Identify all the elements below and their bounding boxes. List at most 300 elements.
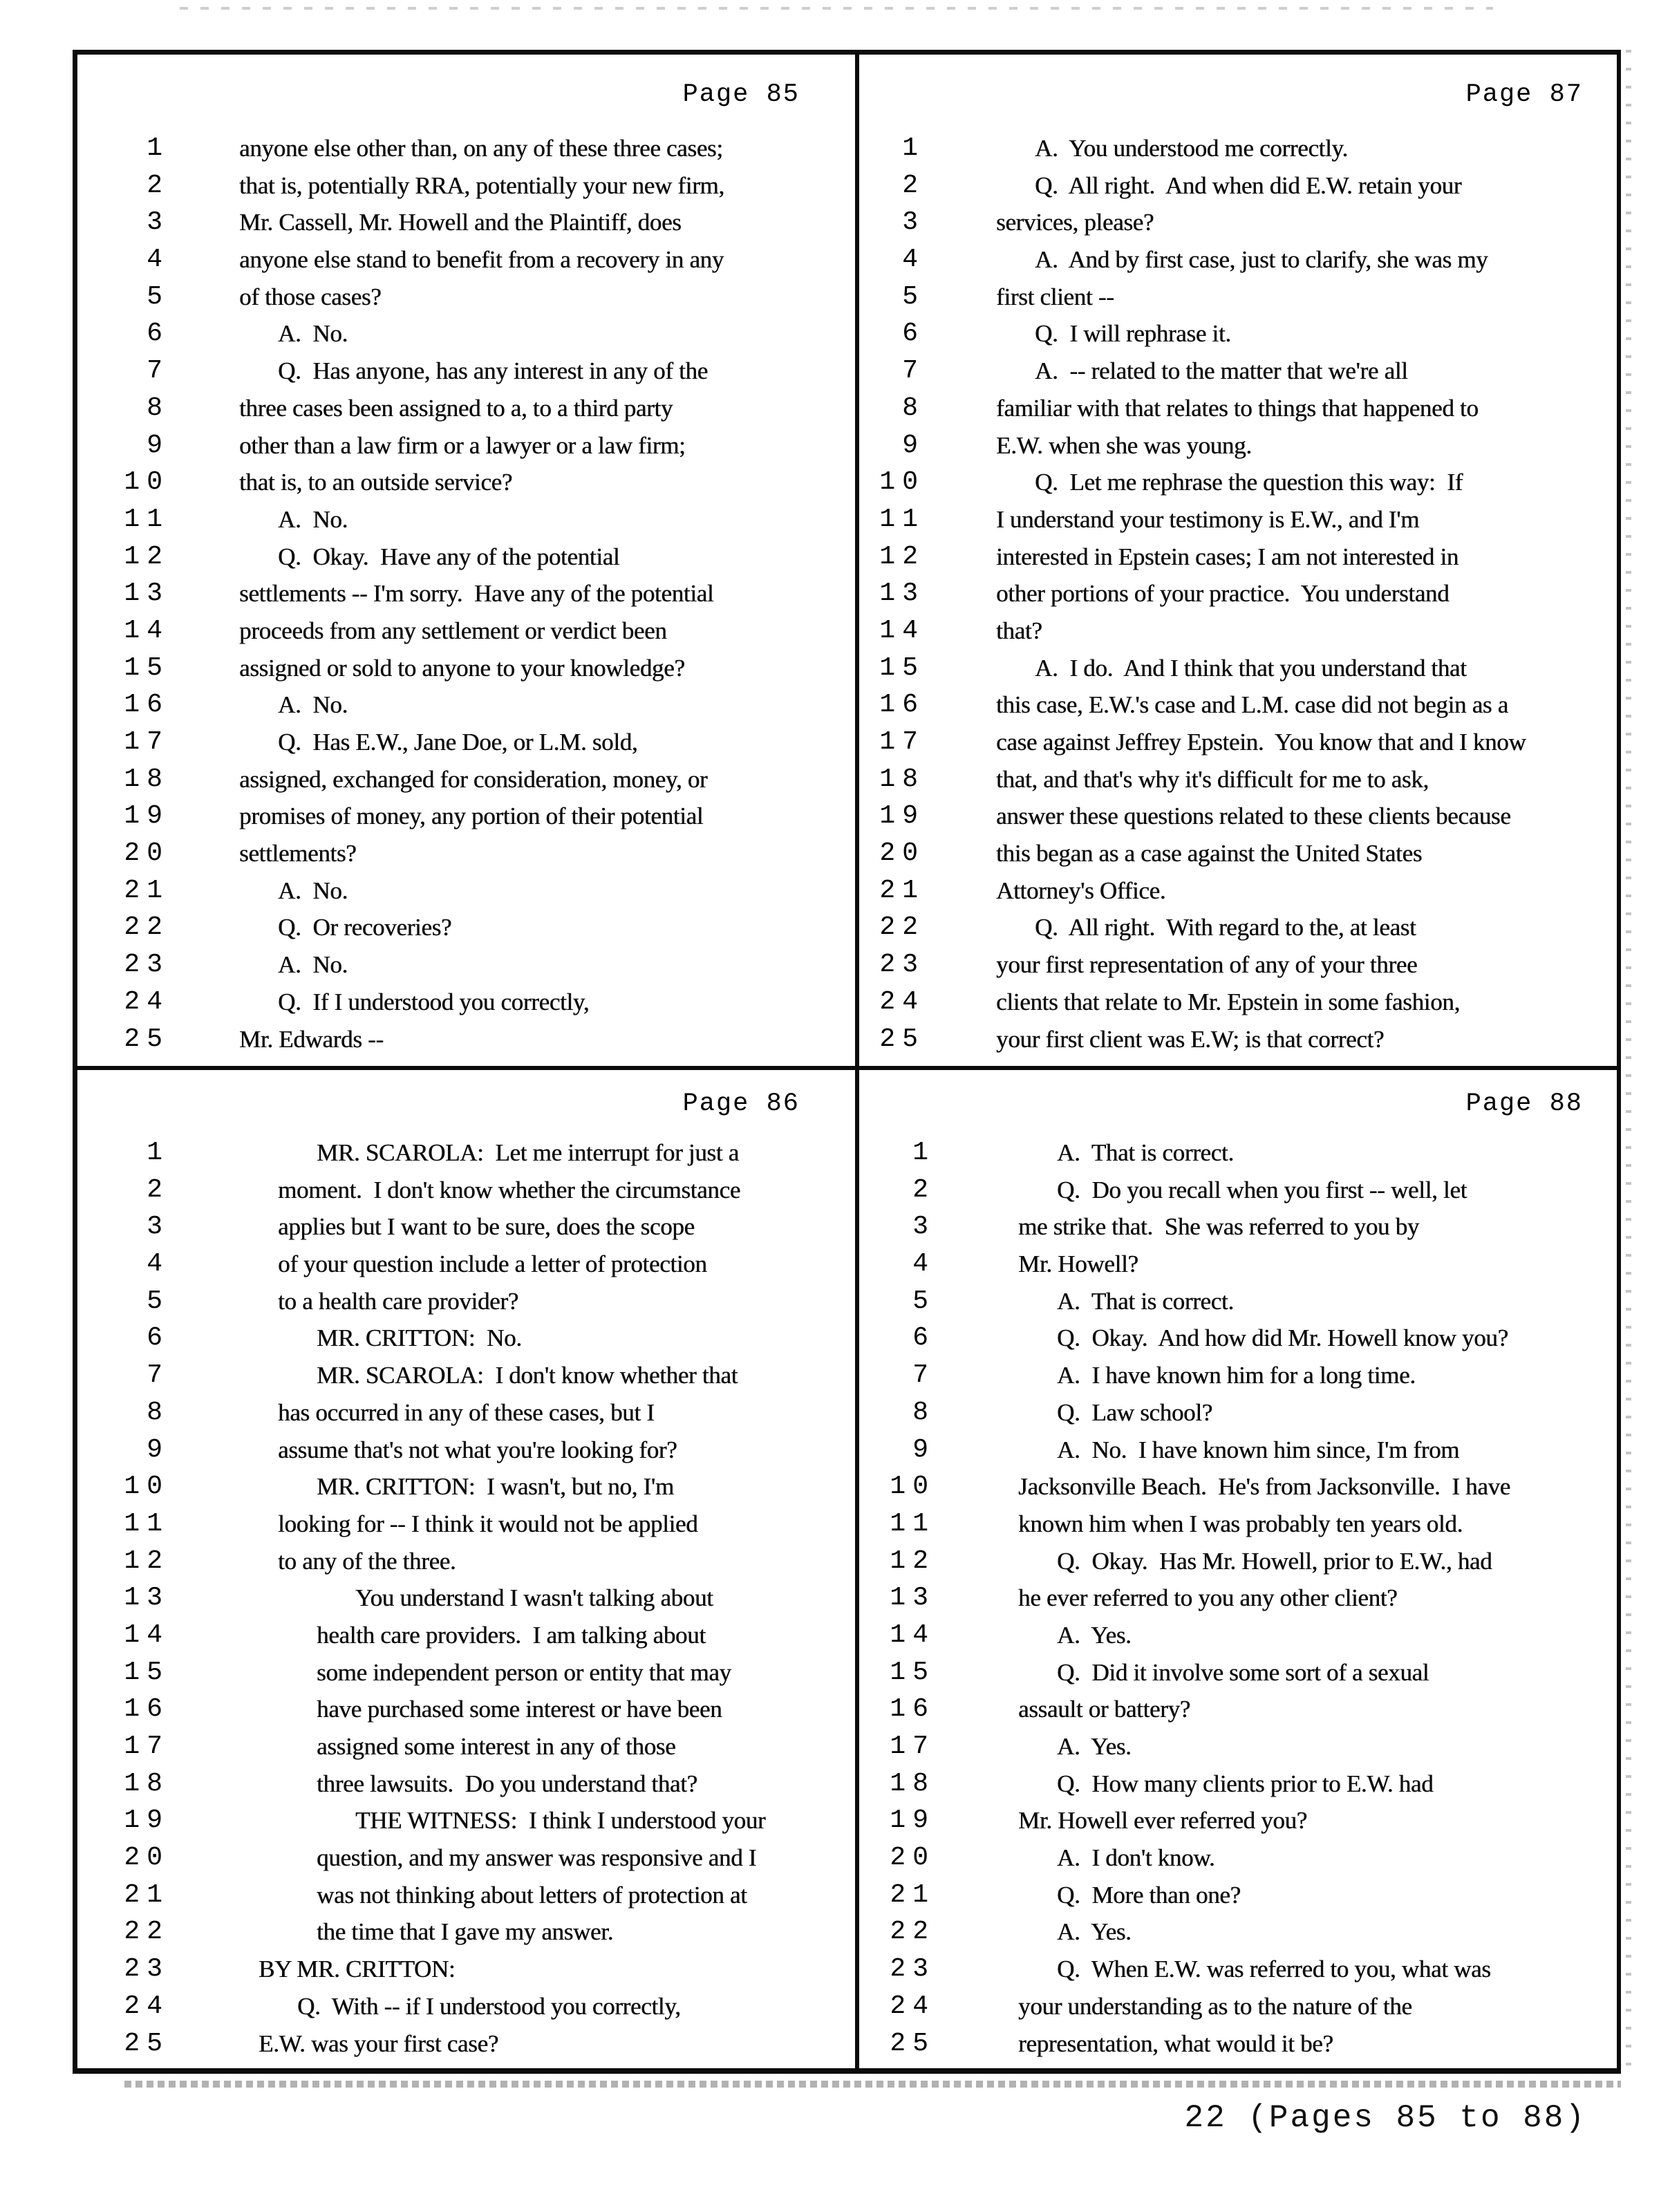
line-number: 19 (890, 1806, 935, 1836)
line-text: Q. Did it involve some sort of a sexual (1057, 1658, 1429, 1686)
transcript-line (73, 1506, 855, 1543)
line-number: 13 (879, 579, 925, 609)
line-number: 16 (890, 1694, 935, 1725)
line-text: the time that I gave my answer. (317, 1918, 614, 1946)
page-number-header: Page 86 (682, 1089, 800, 1118)
line-number: 25 (124, 1024, 169, 1054)
line-text: A. No. (278, 951, 348, 979)
transcript-line (859, 1913, 1621, 1951)
line-text: MR. SCAROLA: Let me interrupt for just a (317, 1139, 739, 1166)
line-number: 15 (124, 653, 169, 683)
line-text: looking for -- I think it would not be applied (278, 1510, 698, 1537)
line-number: 15 (890, 1657, 935, 1687)
line-text: MR. CRITTON: No. (317, 1324, 522, 1352)
transcript-line (73, 1543, 855, 1580)
line-text: promises of money, any portion of their potential (239, 803, 704, 830)
line-number: 1 (902, 133, 925, 163)
line-text: THE WITNESS: I think I understood your (355, 1807, 766, 1835)
line-number: 22 (124, 912, 169, 943)
transcript-line (73, 946, 855, 984)
transcript-line (859, 1839, 1621, 1877)
line-text: Q. All right. And when did E.W. retain your (1035, 171, 1462, 199)
line-text: Q. Or recoveries? (278, 914, 452, 941)
line-number: 13 (890, 1583, 935, 1613)
line-text: A. You understood me correctly. (1035, 135, 1348, 162)
transcript-line (73, 761, 855, 798)
line-number: 13 (124, 1583, 169, 1613)
transcript-line (73, 724, 855, 761)
transcript-line (859, 1988, 1621, 2025)
line-number: 21 (890, 1880, 935, 1910)
line-number: 16 (879, 690, 925, 720)
line-number: 14 (124, 1620, 169, 1650)
line-number: 23 (890, 1954, 935, 1985)
line-text: A. No. (278, 877, 348, 904)
line-number: 20 (879, 838, 925, 869)
transcript-line (859, 2025, 1621, 2063)
line-text: A. No. (278, 691, 348, 719)
line-text: assigned some interest in any of those (317, 1733, 676, 1760)
transcript-line (73, 1357, 855, 1394)
transcript-line (859, 464, 1621, 501)
line-text: known him when I was probably ten years old. (1018, 1510, 1463, 1537)
line-number: 9 (912, 1434, 935, 1465)
line-number: 2 (902, 170, 925, 200)
transcript-line (73, 1134, 855, 1172)
line-text: Q. Okay. Has Mr. Howell, prior to E.W., had (1057, 1547, 1492, 1575)
line-number: 15 (879, 653, 925, 683)
line-number: 3 (147, 207, 169, 238)
transcript-page-86 (73, 1070, 855, 2074)
line-text: was not thinking about letters of protection at (317, 1881, 747, 1909)
line-number: 14 (890, 1620, 935, 1650)
transcript-line (73, 390, 855, 427)
transcript-line (73, 1394, 855, 1432)
transcript-line (859, 279, 1621, 316)
transcript-line (73, 1468, 855, 1506)
line-text: A. And by first case, just to clarify, she was my (1035, 246, 1488, 274)
transcript-line (859, 241, 1621, 279)
transcript-line (859, 1246, 1621, 1283)
transcript-line (73, 2025, 855, 2063)
transcript-line (73, 1951, 855, 1988)
transcript-line (73, 872, 855, 910)
scan-noise-bottom (124, 2081, 1621, 2088)
line-text: assigned or sold to anyone to your knowledge? (239, 654, 685, 682)
line-number: 4 (912, 1249, 935, 1280)
line-text: answer these questions related to these clients because (996, 803, 1511, 830)
line-number: 19 (124, 1806, 169, 1836)
transcript-line (73, 204, 855, 241)
line-text: A. Yes. (1057, 1733, 1132, 1760)
transcript-line (73, 1839, 855, 1877)
line-number: 8 (147, 1397, 169, 1427)
line-text: Q. More than one? (1057, 1881, 1241, 1909)
transcript-line (859, 1432, 1621, 1469)
transcript-line (859, 427, 1621, 465)
line-number: 10 (879, 467, 925, 498)
transcript-line (73, 1283, 855, 1320)
line-text: question, and my answer was responsive and I (317, 1844, 757, 1872)
line-text: Mr. Howell? (1018, 1250, 1138, 1278)
line-text: that? (996, 617, 1042, 644)
transcript-line (859, 798, 1621, 835)
line-number: 3 (912, 1212, 935, 1242)
line-number: 12 (124, 1546, 169, 1576)
transcript-line (859, 1283, 1621, 1320)
line-text: other than a law firm or a lawyer or a law firm; (239, 431, 686, 459)
line-text: A. That is correct. (1057, 1139, 1234, 1166)
line-number: 16 (124, 1694, 169, 1725)
line-number: 24 (124, 1991, 169, 2021)
transcript-line (859, 761, 1621, 798)
line-number: 25 (879, 1024, 925, 1054)
line-text: anyone else other than, on any of these three cases; (239, 135, 723, 162)
line-text: A. I have known him for a long time. (1057, 1362, 1416, 1389)
transcript-line (73, 538, 855, 576)
line-number: 13 (124, 579, 169, 609)
line-number: 1 (147, 133, 169, 163)
scan-noise-right-edge (1626, 50, 1631, 2074)
line-text: this case, E.W.'s case and L.M. case did not begin as a (996, 691, 1508, 719)
line-text: A. -- related to the matter that we're all (1035, 357, 1408, 385)
transcript-line (859, 1877, 1621, 1914)
line-number: 21 (124, 1880, 169, 1910)
line-text: some independent person or entity that may (317, 1658, 731, 1686)
line-text: Q. Has E.W., Jane Doe, or L.M. sold, (278, 729, 638, 756)
transcript-line (73, 1877, 855, 1914)
line-text: I understand your testimony is E.W., and I'm (996, 505, 1419, 533)
line-text: Mr. Edwards -- (239, 1025, 384, 1053)
page-lines (859, 1134, 1621, 2062)
line-number: 25 (124, 2028, 169, 2059)
transcript-line (859, 1802, 1621, 1839)
line-text: other portions of your practice. You understand (996, 580, 1450, 608)
transcript-line (73, 909, 855, 946)
line-text: Attorney's Office. (996, 877, 1166, 904)
transcript-line (73, 464, 855, 501)
transcript-line (73, 835, 855, 872)
transcript-line (73, 315, 855, 353)
line-number: 10 (124, 467, 169, 498)
transcript-line (73, 1580, 855, 1617)
line-number: 6 (912, 1323, 935, 1353)
transcript-line (73, 427, 855, 465)
line-number: 11 (879, 504, 925, 534)
line-text: that, and that's why it's difficult for me to ask, (996, 765, 1429, 793)
line-number: 22 (124, 1917, 169, 1947)
transcript-line (73, 241, 855, 279)
transcript-line (73, 1728, 855, 1765)
line-text: your first representation of any of your three (996, 951, 1418, 979)
transcript-line (859, 1357, 1621, 1394)
transcript-line (73, 167, 855, 205)
transcript-line (73, 1320, 855, 1357)
line-number: 22 (879, 912, 925, 943)
line-text: your understanding as to the nature of the (1018, 1992, 1412, 2020)
line-text: E.W. when she was young. (996, 431, 1252, 459)
line-number: 14 (124, 615, 169, 646)
transcript-line (859, 909, 1621, 946)
transcript-line (859, 686, 1621, 724)
line-text: You understand I wasn't talking about (355, 1584, 713, 1612)
line-text: A. That is correct. (1057, 1287, 1234, 1315)
line-number: 8 (902, 393, 925, 423)
line-text: interested in Epstein cases; I am not interested in (996, 543, 1458, 570)
transcript-page-87 (859, 50, 1621, 1066)
line-text: to any of the three. (278, 1547, 456, 1575)
transcript-line (859, 1172, 1621, 1209)
transcript-line (73, 1021, 855, 1058)
line-text: he ever referred to you any other client? (1018, 1584, 1398, 1612)
transcript-line (73, 1988, 855, 2025)
line-text: MR. SCAROLA: I don't know whether that (317, 1362, 738, 1389)
line-number: 5 (147, 281, 169, 312)
line-number: 5 (912, 1286, 935, 1316)
transcript-line (859, 1021, 1621, 1058)
line-number: 17 (879, 727, 925, 757)
transcript-page-88 (859, 1070, 1621, 2074)
line-text: clients that relate to Mr. Epstein in some fashion, (996, 988, 1460, 1015)
page-number-header: Page 85 (682, 80, 800, 109)
transcript-line (73, 1654, 855, 1691)
line-number: 20 (890, 1843, 935, 1873)
line-number: 18 (124, 764, 169, 794)
line-number: 7 (912, 1360, 935, 1391)
page-lines (859, 130, 1621, 1058)
line-text: A. No. (278, 320, 348, 348)
transcript-line (73, 575, 855, 612)
transcript-line (73, 1765, 855, 1803)
transcript-line (859, 1765, 1621, 1803)
line-text: A. Yes. (1057, 1621, 1132, 1649)
line-number: 2 (912, 1174, 935, 1205)
line-text: to a health care provider? (278, 1287, 518, 1315)
line-text: that is, potentially RRA, potentially your new firm, (239, 171, 724, 199)
line-number: 21 (879, 875, 925, 906)
transcript-line (859, 1654, 1621, 1691)
transcript-line (859, 390, 1621, 427)
line-number: 4 (902, 245, 925, 275)
line-number: 24 (879, 986, 925, 1017)
line-number: 23 (124, 950, 169, 980)
line-number: 19 (879, 801, 925, 832)
line-text: Q. Let me rephrase the question this way: If (1035, 469, 1463, 496)
transcript-line (73, 798, 855, 835)
transcript-line (73, 650, 855, 687)
transcript-line (73, 984, 855, 1021)
transcript-line (859, 1506, 1621, 1543)
line-text: three cases been assigned to a, to a third party (239, 394, 673, 422)
page-number-header: Page 88 (1465, 1089, 1583, 1118)
line-number: 24 (890, 1991, 935, 2021)
page-lines (73, 130, 855, 1058)
transcript-line (859, 353, 1621, 390)
line-text: Q. Okay. Have any of the potential (278, 543, 620, 570)
transcript-line (859, 1580, 1621, 1617)
line-text: have purchased some interest or have been (317, 1696, 722, 1723)
line-text: MR. CRITTON: I wasn't, but no, I'm (317, 1473, 674, 1501)
transcript-line (73, 1913, 855, 1951)
line-text: moment. I don't know whether the circumstance (278, 1176, 740, 1203)
transcript-line (73, 353, 855, 390)
line-number: 9 (902, 430, 925, 460)
line-number: 18 (879, 764, 925, 794)
line-number: 2 (147, 170, 169, 200)
line-text: proceeds from any settlement or verdict been (239, 617, 667, 644)
transcript-line (859, 130, 1621, 167)
transcript-line (73, 1172, 855, 1209)
line-number: 17 (124, 1732, 169, 1761)
line-number: 11 (124, 504, 169, 534)
line-text: services, please? (996, 209, 1154, 236)
scan-noise-top (180, 7, 1493, 10)
line-number: 10 (124, 1472, 169, 1502)
line-number: 17 (124, 727, 169, 757)
line-text: Q. With -- if I understood you correctly, (297, 1992, 681, 2020)
page-lines (73, 1134, 855, 2062)
line-text: Mr. Cassell, Mr. Howell and the Plaintiff, does (239, 209, 682, 236)
line-number: 6 (147, 1323, 169, 1353)
line-text: Q. Has anyone, has any interest in any of the (278, 357, 708, 385)
line-number: 7 (147, 356, 169, 386)
line-text: Q. All right. With regard to the, at least (1035, 914, 1416, 941)
line-number: 8 (147, 393, 169, 423)
transcript-line (859, 724, 1621, 761)
transcript-line (859, 1951, 1621, 1988)
line-number: 5 (902, 281, 925, 312)
line-number: 9 (147, 1434, 169, 1465)
line-number: 4 (147, 1249, 169, 1280)
transcript-line (859, 984, 1621, 1021)
line-text: case against Jeffrey Epstein. You know that and I know (996, 729, 1526, 756)
line-number: 8 (912, 1397, 935, 1427)
transcript-line (73, 1246, 855, 1283)
line-number: 17 (890, 1732, 935, 1761)
line-text: A. I do. And I think that you understand that (1035, 654, 1467, 682)
line-number: 25 (890, 2028, 935, 2059)
line-text: Mr. Howell ever referred you? (1018, 1807, 1307, 1835)
line-number: 15 (124, 1657, 169, 1687)
transcript-line (859, 872, 1621, 910)
line-number: 11 (890, 1508, 935, 1539)
transcript-page-85 (73, 50, 855, 1066)
line-text: Jacksonville Beach. He's from Jacksonville. I have (1018, 1473, 1510, 1501)
line-number: 2 (147, 1174, 169, 1205)
line-number: 9 (147, 430, 169, 460)
line-text: Q. If I understood you correctly, (278, 988, 590, 1015)
transcript-line (73, 612, 855, 650)
line-text: assume that's not what you're looking for? (278, 1436, 677, 1463)
line-text: has occurred in any of these cases, but I (278, 1398, 655, 1426)
line-text: A. No. I have known him since, I'm from (1057, 1436, 1460, 1463)
transcript-line (859, 1728, 1621, 1765)
line-text: Q. I will rephrase it. (1035, 320, 1231, 348)
line-text: Q. Okay. And how did Mr. Howell know you? (1057, 1324, 1508, 1352)
transcript-line (859, 1208, 1621, 1246)
line-text: me strike that. She was referred to you by (1018, 1213, 1419, 1241)
line-number: 20 (124, 838, 169, 869)
line-number: 1 (147, 1138, 169, 1168)
page-number-header: Page 87 (1465, 80, 1583, 109)
transcript-line (859, 575, 1621, 612)
line-text: of your question include a letter of protection (278, 1250, 707, 1278)
transcript-line (859, 1134, 1621, 1172)
sheet-page-footer: 22 (Pages 85 to 88) (1184, 2100, 1586, 2136)
transcript-line (73, 686, 855, 724)
line-number: 3 (902, 207, 925, 238)
line-number: 12 (890, 1546, 935, 1576)
line-number: 21 (124, 875, 169, 906)
transcript-line (859, 1691, 1621, 1728)
transcript-line (73, 279, 855, 316)
line-number: 14 (879, 615, 925, 646)
line-text: first client -- (996, 283, 1114, 310)
line-number: 23 (124, 1954, 169, 1985)
line-number: 19 (124, 801, 169, 832)
line-text: your first client was E.W; is that correct? (996, 1025, 1385, 1053)
transcript-line (859, 204, 1621, 241)
transcript-line (73, 1208, 855, 1246)
transcript-line (73, 501, 855, 538)
line-text: of those cases? (239, 283, 382, 310)
line-number: 10 (890, 1472, 935, 1502)
transcript-line (73, 130, 855, 167)
transcript-line (73, 1432, 855, 1469)
transcript-line (859, 1617, 1621, 1654)
line-number: 18 (124, 1768, 169, 1799)
line-number: 7 (902, 356, 925, 386)
line-number: 5 (147, 1286, 169, 1316)
line-text: A. Yes. (1057, 1918, 1132, 1946)
transcript-line (859, 315, 1621, 353)
transcript-line (859, 946, 1621, 984)
transcript-line (73, 1691, 855, 1728)
line-number: 6 (902, 319, 925, 349)
line-number: 22 (890, 1917, 935, 1947)
transcript-line (859, 1468, 1621, 1506)
transcript-line (859, 650, 1621, 687)
line-text: A. No. (278, 505, 348, 533)
transcript-line (73, 1617, 855, 1654)
line-text: applies but I want to be sure, does the scope (278, 1213, 695, 1241)
line-number: 6 (147, 319, 169, 349)
line-text: assigned, exchanged for consideration, money, or (239, 765, 708, 793)
transcript-line (859, 538, 1621, 576)
line-text: assault or battery? (1018, 1696, 1190, 1723)
line-number: 3 (147, 1212, 169, 1242)
transcript-line (859, 835, 1621, 872)
line-number: 24 (124, 986, 169, 1017)
line-text: representation, what would it be? (1018, 2030, 1333, 2057)
line-number: 12 (124, 541, 169, 572)
line-text: settlements? (239, 840, 357, 868)
line-text: health care providers. I am talking about (317, 1621, 706, 1649)
line-text: E.W. was your first case? (259, 2030, 498, 2057)
transcript-line (859, 167, 1621, 205)
line-number: 16 (124, 690, 169, 720)
line-number: 23 (879, 950, 925, 980)
transcript-line (859, 612, 1621, 650)
line-text: BY MR. CRITTON: (259, 1956, 456, 1983)
line-text: familiar with that relates to things that happened to (996, 394, 1479, 422)
line-number: 4 (147, 245, 169, 275)
line-text: Q. How many clients prior to E.W. had (1057, 1770, 1434, 1797)
line-number: 1 (912, 1138, 935, 1168)
line-number: 12 (879, 541, 925, 572)
line-number: 18 (890, 1768, 935, 1799)
line-text: Q. Law school? (1057, 1398, 1212, 1426)
